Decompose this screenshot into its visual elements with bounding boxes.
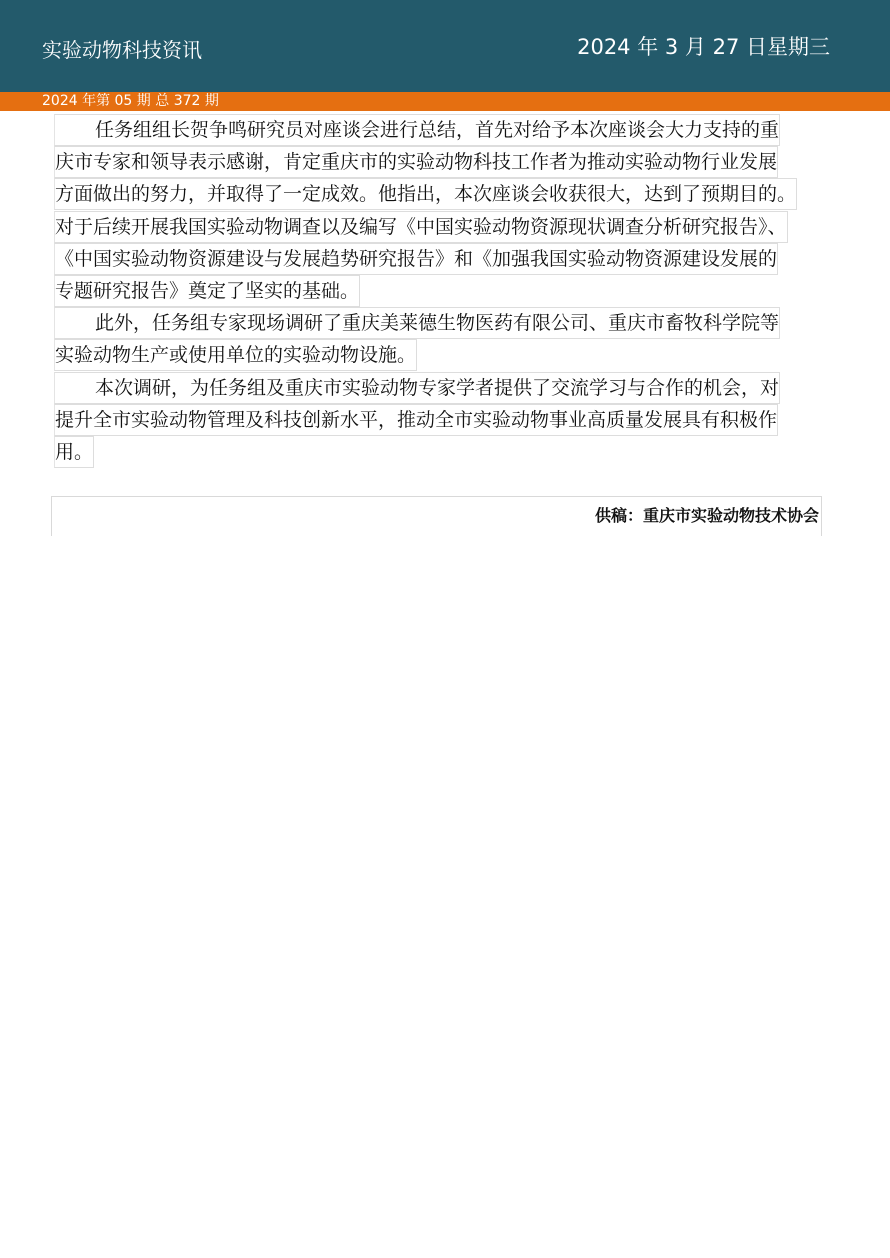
article-line	[54, 275, 820, 307]
publication-title: 实验动物科技资讯	[42, 38, 202, 62]
article-line	[54, 372, 820, 404]
issue-date: 2024 年 3 月 27 日星期三	[577, 35, 830, 59]
article-line	[54, 404, 820, 436]
issue-number: 2024 年第 05 期 总 372 期	[42, 93, 219, 109]
article-line-text: 庆市专家和领导表示感谢，肯定重庆市的实验动物科技工作者为推动实验动物行业发展	[54, 146, 778, 178]
credit-box	[51, 496, 822, 536]
article-line-text: 专题研究报告》奠定了坚实的基础。	[54, 275, 360, 307]
article-line-text: 方面做出的努力，并取得了一定成效。他指出，本次座谈会收获很大，达到了预期目的。	[54, 178, 797, 210]
article-line	[54, 178, 820, 210]
header-band	[0, 0, 890, 92]
article-line	[54, 146, 820, 178]
article-line	[54, 114, 820, 146]
article-line-text: 用。	[54, 436, 94, 468]
article-line	[54, 211, 820, 243]
article-line-text: 本次调研，为任务组及重庆市实验动物专家学者提供了交流学习与合作的机会，对	[54, 372, 780, 404]
article-line-text: 实验动物生产或使用单位的实验动物设施。	[54, 339, 417, 371]
article-line	[54, 339, 820, 371]
credit-text: 供稿：重庆市实验动物技术协会	[594, 506, 819, 525]
article-line-text: 对于后续开展我国实验动物调查以及编写《中国实验动物资源现状调查分析研究报告》、	[54, 211, 788, 243]
article-line-text: 《中国实验动物资源建设与发展趋势研究报告》和《加强我国实验动物资源建设发展的	[54, 243, 778, 275]
article-line	[54, 243, 820, 275]
article-line	[54, 307, 820, 339]
article-line	[54, 436, 820, 468]
article-line-text: 此外，任务组专家现场调研了重庆美莱德生物医药有限公司、重庆市畜牧科学院等	[54, 307, 780, 339]
article-line-text: 提升全市实验动物管理及科技创新水平，推动全市实验动物事业高质量发展具有积极作	[54, 404, 778, 436]
article-line-text: 任务组组长贺争鸣研究员对座谈会进行总结，首先对给予本次座谈会大力支持的重	[54, 114, 780, 146]
issue-bar	[0, 92, 890, 111]
article-body	[54, 114, 820, 468]
